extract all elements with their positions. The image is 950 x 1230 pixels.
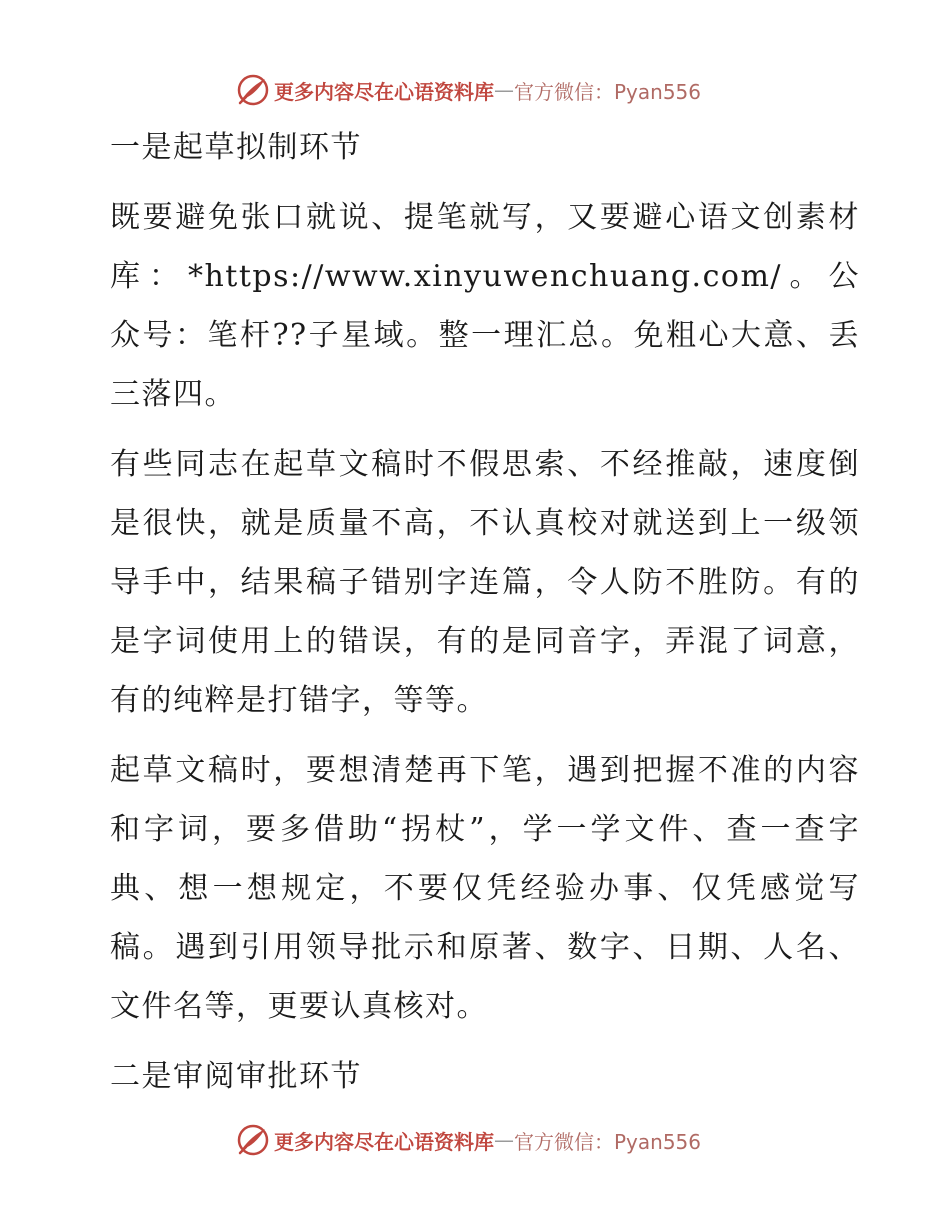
document-body — [100, 118, 860, 1117]
brand-text: 更多内容尽在心语资料库 — [274, 79, 494, 104]
brand-text: 更多内容尽在心语资料库 — [274, 1129, 494, 1154]
paragraph-avoid-hasty-writing: 既要避免张口就说、提笔就写，又要避心语文创素材库：*https://www.xinyuwenchuang.com/。公众号：笔杆??子星域。整一理汇总。免粗心大意、丢三落四。 — [110, 200, 860, 412]
footer-watermark-banner — [236, 1122, 701, 1158]
separator-text: — — [494, 78, 514, 102]
wechat-text: 官方微信：Pyan556 — [514, 1129, 702, 1154]
paragraph-think-before-writing: 起草文稿时，要想清楚再下笔，遇到把握不准的内容和字词，要多借助“拐杖”，学一学文件、查一查字典、想一想规定，不要仅凭经验办事、仅凭感觉写稿。遇到引用领导批示和原著、数字、日期、人名、文件名等，更要认真核对。 — [110, 753, 860, 1024]
quill-pen-logo-icon — [236, 1123, 270, 1157]
paragraph-careless-drafting: 有些同志在起草文稿时不假思索、不经推敲，速度倒是很快，就是质量不高，不认真校对就送到上一级领导手中，结果稿子错别字连篇，令人防不胜防。有的是字词使用上的错误，有的是同音字，弄混了词意，有的纯粹是打错字，等等。 — [110, 447, 860, 718]
quill-pen-logo-icon — [236, 73, 270, 107]
section-heading-drafting: 一是起草拟制环节 — [110, 130, 362, 165]
section-heading-review: 二是审阅审批环节 — [110, 1059, 362, 1094]
wechat-text: 官方微信：Pyan556 — [514, 79, 702, 104]
separator-text: — — [494, 1128, 514, 1152]
header-watermark-banner — [236, 72, 701, 108]
